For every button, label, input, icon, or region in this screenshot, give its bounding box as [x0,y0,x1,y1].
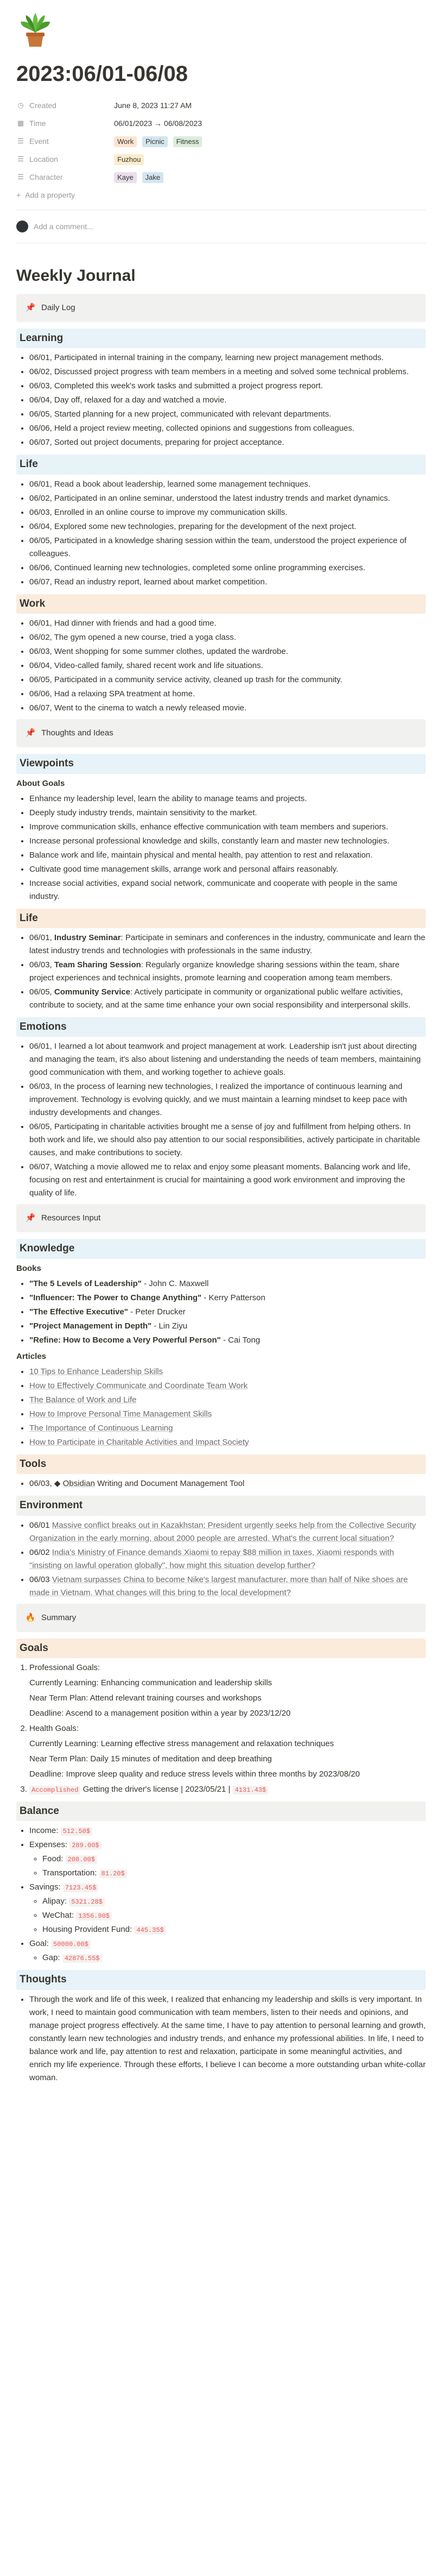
callout-thoughts-ideas [16,719,426,747]
list-item: • 06/01, Had dinner with friends and had a good time. [29,617,426,630]
books-list [16,1277,426,1347]
income-item: • Income: 512.50$ [29,1824,426,1837]
clock-icon: ◷ [17,101,24,110]
property-label: Location [29,155,58,164]
life2-list [16,931,426,1012]
property-label: Event [29,137,49,146]
list-item: • 06/01, Read a book about leadership, learned some management techniques. [29,478,426,491]
news-link[interactable]: India's Ministry of Finance demands Xiaomi to repay $88 million in taxes, Xiaomi responds with "insisting on lawful operation globally", how might this situation develop further? [29,1547,394,1570]
life2-heading: Life [16,909,426,928]
add-property-button[interactable] [16,186,426,204]
news-link[interactable]: Vietnam surpasses China to become Nike's largest manufacturer, more than half of Nike shoes are made in Vietnam. What changes will this bring to the local development? [29,1574,408,1597]
time-value: 06/01/2023 → 06/08/2023 [114,119,202,128]
page-title: 2023:06/01-06/08 [16,62,188,86]
tools-heading: Tools [16,1454,426,1474]
fire-icon: 🔥 [25,1613,36,1622]
pin-icon: 📌 [25,303,36,312]
list-item: • 06/01, I learned a lot about teamwork and project management at work. Leadership isn't just about directing and managing the team, it's also about listening and understanding the needs of team members, maintaining good communication with them, and working together to achieve goals. [29,1040,426,1079]
viewpoints-list [16,792,426,903]
comment-input[interactable] [16,216,426,237]
tag-jake[interactable]: Jake [142,172,163,183]
tag-fuzhou[interactable]: Fuzhou [114,154,144,165]
callout-text: Thoughts and Ideas [41,728,113,738]
tag-kaye[interactable]: Kaye [114,172,137,183]
tag-picnic[interactable]: Picnic [142,136,168,147]
list-item: • Increase social activities, expand social network, communicate and cooperate with people in the same industry. [29,877,426,903]
callout-text: Daily Log [41,303,75,312]
list-item [29,1422,426,1435]
callout-text: Summary [41,1613,77,1622]
callout-summary [16,1604,426,1632]
callout-text: Resources Input [41,1213,101,1223]
list-item [29,1394,426,1407]
goals-list [16,1661,426,1796]
amount-code: 4131.43$ [232,1786,268,1794]
about-goals-heading: About Goals [16,778,65,788]
articles-heading: Articles [16,1351,47,1361]
list-item: • "Project Management in Depth" - Lin Ziyu [29,1320,426,1333]
thoughts-list [16,1993,426,2084]
article-link[interactable]: How to Improve Personal Time Management Skills [29,1409,212,1419]
list-item: • 06/02, Participated in an online seminar, understood the latest industry trends and market dynamics. [29,492,426,505]
page [16,0,426,2107]
tools-list [16,1477,426,1490]
list-item: • "The 5 Levels of Leadership" - John C. Maxwell [29,1277,426,1290]
articles-list [16,1365,426,1449]
created-value: June 8, 2023 11:27 AM [114,101,192,110]
list-item: • 06/05, Participated in a knowledge sharing session within the team, understood the project experience of colleagues. [29,534,426,560]
thoughts-heading: Thoughts [16,1970,426,1989]
obsidian-link[interactable]: Obsidian [62,1479,95,1489]
list-item: • "Influencer: The Power to Change Anything" - Kerry Patterson [29,1292,426,1305]
add-property-label: Add a property [25,191,75,200]
list-icon: ☰ [17,173,24,181]
savings-item: • Savings: 7123.45$ ◦ Alipay: 5321.28$ ◦ WeChat: 1356.90$ ◦ Housing Provident Fund: 445.35$ [29,1881,426,1936]
goal-line: Currently Learning: Enhancing communication and leadership skills [29,1678,272,1687]
emotions-heading: Emotions [16,1017,426,1037]
list-item [29,1408,426,1421]
list-item: • 06/07, Sorted out project documents, preparing for project acceptance. [29,436,426,449]
goal-line: Deadline: Improve sleep quality and reduce stress levels within three months by 2023/08/20 [29,1769,360,1779]
avatar [16,221,28,232]
article-link[interactable]: How to Participate in Charitable Activities and Impact Society [29,1437,249,1447]
property-character[interactable] [16,168,426,186]
food-item: ◦ Food: 208.00$ [42,1853,426,1866]
alipay-item: ◦ Alipay: 5321.28$ [42,1895,426,1908]
list-item [29,1380,426,1393]
work-list [16,617,426,715]
property-time[interactable] [16,115,426,133]
tag-fitness[interactable]: Fitness [173,136,203,147]
article-link[interactable]: The Importance of Continuous Learning [29,1423,173,1433]
list-item: • 06/04, Video-called family, shared recent work and life situations. [29,659,426,672]
goal-item: • Goal: 50000.00$ ◦ Gap: 42876.55$ [29,1937,426,1964]
list-item: • 06/05, Started planning for a new project, communicated with relevant departments. [29,408,426,421]
potted-plant-icon [16,11,54,49]
goals-heading: Goals [16,1639,426,1658]
list-icon: ☰ [17,137,24,146]
viewpoints-heading: Viewpoints [16,754,426,773]
knowledge-heading: Knowledge [16,1239,426,1258]
goal-title: 1. Professional Goals: [29,1662,100,1672]
property-created[interactable] [16,97,426,115]
weekly-journal-heading: Weekly Journal [16,267,136,285]
list-item [29,1365,426,1378]
list-item [29,1783,426,1796]
property-location[interactable] [16,150,426,168]
list-item: • 06/06, Continued learning new technologies, completed some online programming exercises. [29,562,426,575]
list-item: • 06/07, Watching a movie allowed me to relax and enjoy some pleasant moments. Balancing work and life, focusing on rest and entertainment is crucial for maintaining a good work environment and improving the quality of life. [29,1161,426,1200]
work-heading: Work [16,594,426,614]
balance-heading: Balance [16,1802,426,1821]
list-item: • 06/01, Industry Seminar: Participate in seminars and conferences in the industry, communicate and learn the latest industry trends and technologies with professionals in the same industry. [29,931,426,958]
list-item: • Balance work and life, maintain physical and mental health, pay attention to rest and relaxation. [29,849,426,862]
calendar-icon: ▦ [17,119,24,128]
goal-line: Currently Learning: Learning effective stress management and relaxation techniques [29,1739,334,1748]
article-link[interactable]: How to Effectively Communicate and Coordinate Team Work [29,1381,248,1390]
article-link[interactable]: The Balance of Work and Life [29,1395,137,1404]
list-item: • 06/03, In the process of learning new technologies, I realized the importance of continuous learning and improvement. Technology is evolving quickly, and we must maintain a learning mindset to keep pace with industry developments and changes. [29,1080,426,1119]
list-item: • 06/03, ◆ Obsidian Writing and Document Management Tool [29,1477,426,1490]
properties-panel [16,97,426,204]
list-item: • Improve communication skills, enhance effective communication with team members and superiors. [29,821,426,834]
list-item: • 06/01 Massive conflict breaks out in Kazakhstan; President urgently seeks help from the Collective Security Organization in the early morning, about 2000 people are arrested. What's the current local situation? [29,1519,426,1545]
pin-icon: 📌 [25,1213,36,1223]
list-item: • 06/06, Held a project review meeting, collected opinions and suggestions from colleagues. [29,422,426,435]
list-item: • 06/03, Enrolled in an online course to improve my communication skills. [29,506,426,519]
list-item: • 06/06, Had a relaxing SPA treatment at home. [29,688,426,701]
comment-placeholder: Add a comment... [34,222,93,231]
list-item: • 06/05, Community Service: Actively participate in community or organizational public welfare activities, contribute to society, and at the same time enhance your own social responsibility and interpersonal skills. [29,986,426,1012]
goal-line: Near Term Plan: Daily 15 minutes of meditation and deep breathing [29,1754,272,1763]
list-item: • 06/04, Explored some new technologies, preparing for the development of the next project. [29,520,426,533]
list-item: • 06/02, The gym opened a new course, tried a yoga class. [29,631,426,644]
list-item [29,1722,426,1781]
goal-line: Near Term Plan: Attend relevant training courses and workshops [29,1693,262,1703]
gap-item: ◦ Gap: 42876.55$ [42,1951,426,1964]
property-label: Time [29,119,46,128]
transport-item: ◦ Transportation: 81.20$ [42,1867,426,1880]
callout-resources-input [16,1204,426,1232]
list-item: • "The Effective Executive" - Peter Drucker [29,1306,426,1319]
list-item: • 06/07, Read an industry report, learned about market competition. [29,576,426,589]
list-item: • 06/05, Participated in a community service activity, cleaned up trash for the community. [29,673,426,686]
expenses-item: • Expenses: 289.00$ ◦ Food: 208.00$ ◦ Transportation: 81.20$ [29,1838,426,1880]
list-item: • 06/01, Participated in internal training in the company, learning new project management methods. [29,351,426,364]
environment-list [16,1519,426,1599]
news-link[interactable]: Massive conflict breaks out in Kazakhstan; President urgently seeks help from the Collective Security Organization in the early morning, about 2000 people are arrested. What's the current local situation? [29,1520,416,1543]
article-link[interactable]: 10 Tips to Enhance Leadership Skills [29,1366,163,1376]
list-item: • 06/03, Completed this week's work tasks and submitted a project progress report. [29,380,426,393]
goal-text: Getting the driver's license | 2023/05/21 | [80,1784,233,1794]
list-item: • Cultivate good time management skills, arrange work and personal affairs reasonably. [29,863,426,876]
list-item: • Increase personal professional knowledge and skills, constantly learn and master new technologies. [29,835,426,848]
property-event[interactable] [16,133,426,150]
balance-list [16,1824,426,1964]
books-heading: Books [16,1263,41,1273]
learning-list [16,351,426,449]
list-item: • 06/03, Went shopping for some summer clothes, updated the wardrobe. [29,645,426,658]
property-label: Created [29,101,56,110]
wechat-item: ◦ WeChat: 1356.90$ [42,1909,426,1922]
list-item: • 06/07, Went to the cinema to watch a newly released movie. [29,702,426,715]
environment-heading: Environment [16,1496,426,1515]
plus-icon: + [16,191,21,200]
learning-heading: Learning [16,329,426,348]
list-item [29,1661,426,1720]
pin-icon: 📌 [25,728,36,738]
list-item [29,1436,426,1449]
list-item: • "Refine: How to Become a Very Powerful Person" - Cai Tong [29,1334,426,1347]
accomplished-code: Accomplished [29,1786,80,1794]
callout-daily-log [16,294,426,322]
list-icon: ☰ [17,155,24,163]
list-item: • 06/03, Team Sharing Session: Regularly organize knowledge sharing sessions within the team, share project experiences and technical insights, promote learning and cooperation among team members. [29,959,426,985]
list-item: • Enhance my leadership level, learn the ability to manage teams and projects. [29,792,426,805]
list-item: • Deeply study industry trends, maintain sensitivity to the market. [29,807,426,820]
obsidian-icon: ◆ [54,1479,61,1489]
list-item: • 06/02 India's Ministry of Finance demands Xiaomi to repay $88 million in taxes, Xiaomi responds with "insisting on lawful operation globally", how might this situation develop further? [29,1546,426,1572]
emotions-list [16,1040,426,1200]
life-heading: Life [16,455,426,474]
list-item: • Through the work and life of this week, I realized that enhancing my leadership and skills is very important. In work, I need to maintain good communication with team members, listen to their needs and opinions, and manage project progress effectively. At the same time, I have to pay attention to personal learning and growth, constantly learn new technologies and industry trends, and enhance my professional abilities. In life, I need to balance work and life, pay attention to rest and relaxation, participate in some meaningful activities, and enrich my life experience. Through these efforts, I believe I can become a more outstanding urban white-collar woman. [29,1993,426,2084]
housing-item: ◦ Housing Provident Fund: 445.35$ [42,1923,426,1936]
property-label: Character [29,173,63,182]
life-list [16,478,426,589]
list-item: • 06/05, Participating in charitable activities brought me a sense of joy and fulfillment from helping others. In both work and life, we should also pay attention to our social responsibilities, actively participate in charitable causes, and make contributions to society. [29,1120,426,1160]
list-item: • 06/04, Day off, relaxed for a day and watched a movie. [29,394,426,407]
list-item: • 06/02, Discussed project progress with team members in a meeting and solved some technical problems. [29,366,426,379]
tag-work[interactable]: Work [114,136,137,147]
goal-title: 2. Health Goals: [29,1723,79,1733]
list-item: • 06/03 Vietnam surpasses China to become Nike's largest manufacturer, more than half of Nike shoes are made in Vietnam. What changes will this bring to the local development? [29,1573,426,1599]
goal-line: Deadline: Ascend to a management position within a year by 2023/12/20 [29,1708,291,1718]
